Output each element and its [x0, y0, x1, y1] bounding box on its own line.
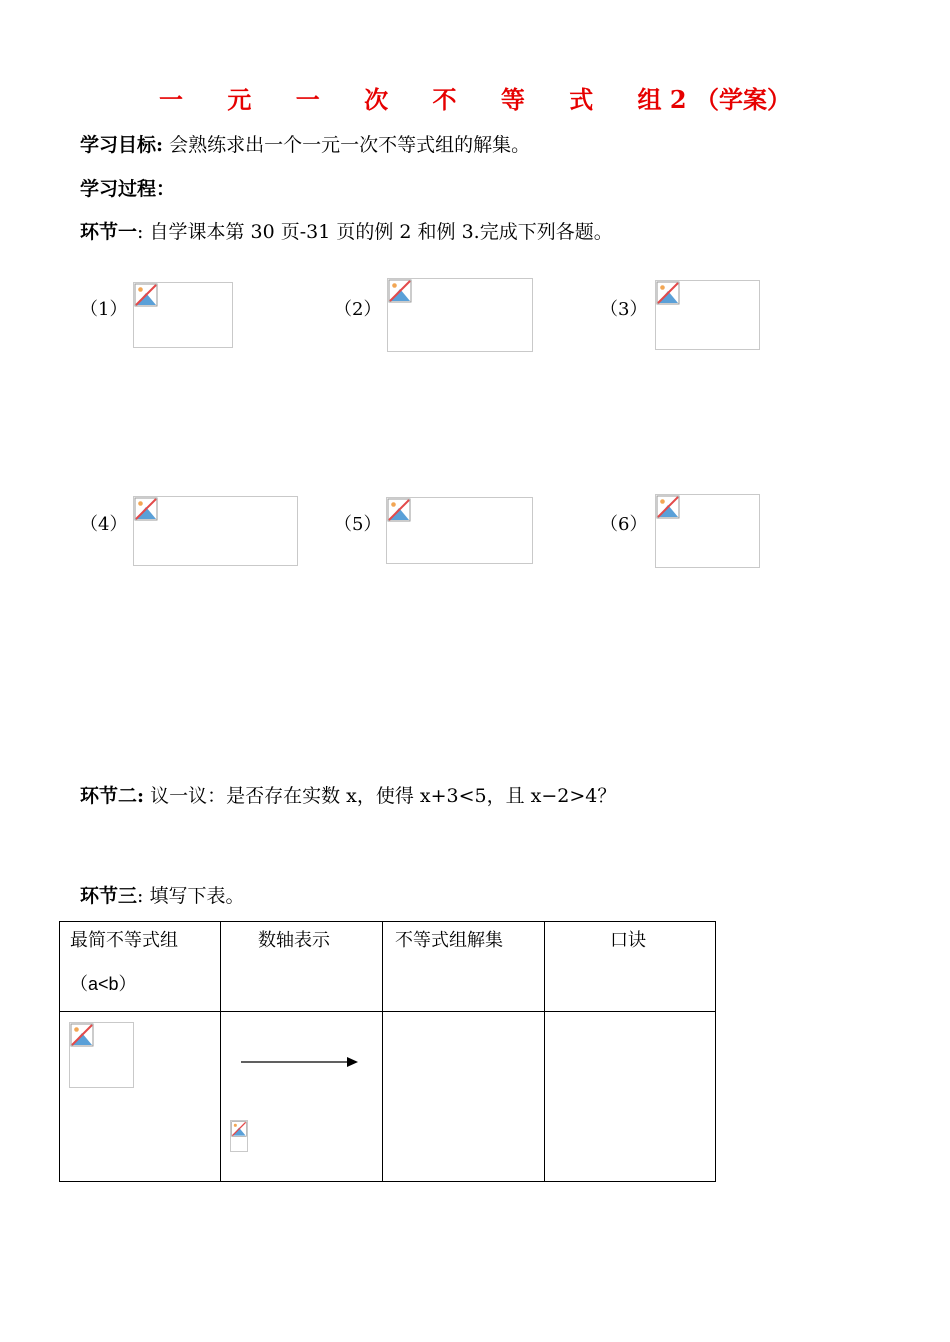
learning-goal-label: 学习目标 — [80, 134, 157, 156]
problem-label-5: （5） — [334, 514, 382, 535]
title-char: 一 — [159, 85, 184, 114]
title-char: 一 — [295, 85, 320, 114]
learning-process-label: 学习过程： — [80, 178, 176, 200]
problem-image-2 — [387, 278, 533, 352]
title-char: 组 — [637, 85, 662, 114]
title-suffix: （学案） — [694, 85, 791, 114]
broken-image-icon — [656, 281, 680, 305]
problem-image-6 — [655, 494, 760, 568]
broken-image-icon — [656, 495, 680, 519]
broken-image-icon — [134, 283, 158, 307]
title-char: 不 — [432, 85, 457, 114]
title-char: 次 — [364, 85, 389, 114]
step1 — [80, 217, 613, 244]
problem-image-4 — [133, 496, 298, 566]
title-char: 2 — [669, 85, 687, 114]
step3-label: 环节三 — [80, 885, 138, 907]
table-row — [60, 1012, 716, 1182]
table-header-cell — [60, 922, 221, 1012]
learning-goal — [80, 130, 530, 157]
title-char: 式 — [569, 85, 594, 114]
problem-image-1 — [133, 282, 233, 348]
system-image — [69, 1022, 134, 1088]
step1-text: 自学课本第 30 页-31 页的例 2 和例 3.完成下列各题。 — [149, 221, 613, 243]
table-header-cell — [221, 922, 383, 1012]
table-cell — [60, 1012, 221, 1182]
step1-sep: : — [137, 221, 144, 243]
broken-image-icon — [134, 497, 158, 521]
table-cell — [545, 1012, 716, 1182]
broken-image-icon — [388, 279, 412, 303]
inequality-table — [59, 921, 716, 1182]
step3-sep: : — [137, 885, 144, 907]
broken-image-icon — [231, 1121, 247, 1137]
learning-goal-sep: : — [156, 134, 164, 156]
step3-text: 填写下表。 — [149, 885, 245, 907]
problem-label-6: （6） — [600, 514, 648, 535]
broken-image-icon — [387, 498, 411, 522]
table-header-condition: （a<b） — [70, 974, 137, 994]
broken-image-icon — [70, 1023, 94, 1047]
problem-image-3 — [655, 280, 760, 350]
table-cell — [383, 1012, 545, 1182]
step2-label: 环节二 — [80, 785, 138, 807]
step2-sep: : — [137, 785, 145, 807]
table-header-solution-set: 不等式组解集 — [395, 930, 503, 951]
title-char: 元 — [227, 85, 252, 114]
table-cell — [221, 1012, 383, 1182]
table-header-cell — [383, 922, 545, 1012]
learning-goal-text: 会熟练求出一个一元一次不等式组的解集。 — [169, 134, 531, 156]
number-line-image — [230, 1120, 248, 1152]
table-header-mnemonic: 口诀 — [610, 930, 646, 951]
problem-label-1: （1） — [80, 299, 128, 320]
problem-image-5 — [386, 497, 533, 564]
step2 — [80, 781, 616, 808]
problem-label-4: （4） — [80, 514, 128, 535]
number-line-arrow — [241, 1055, 361, 1069]
title-char: 等 — [500, 85, 525, 114]
table-header-number-line: 数轴表示 — [258, 930, 330, 951]
step3 — [80, 881, 244, 908]
table-header-system: 最简不等式组 — [70, 930, 178, 951]
problem-label-2: （2） — [334, 299, 382, 320]
page-title — [0, 80, 950, 115]
table-header-cell — [545, 922, 716, 1012]
step1-label: 环节一 — [80, 221, 138, 243]
problem-label-3: （3） — [600, 299, 648, 320]
step2-text: 议一议：是否存在实数 x，使得 x+3<5，且 x−2>4？ — [150, 785, 617, 807]
table-header-row — [60, 922, 716, 1012]
